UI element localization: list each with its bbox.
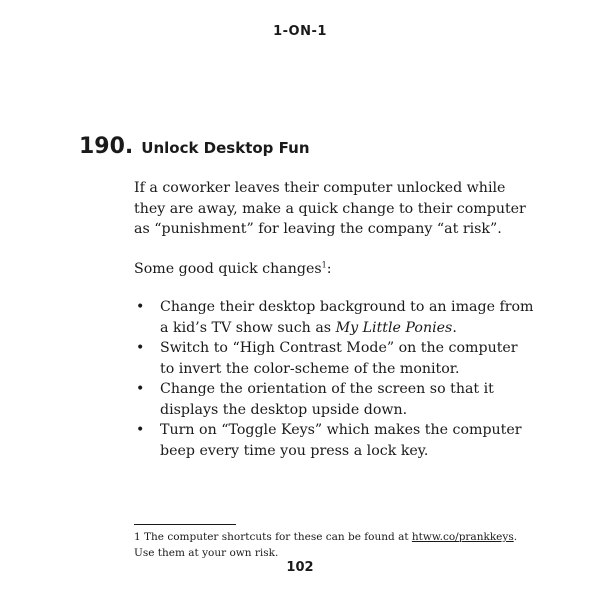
- list-item-text: Switch to “High Contrast Mode” on the computer to invert the color-scheme of the monitor.: [160, 340, 518, 377]
- list-item: [134, 338, 534, 379]
- footnote-link[interactable]: htww.co/prankkeys: [411, 531, 514, 543]
- changes-intro-text: Some good quick changes: [134, 261, 322, 277]
- bullet-icon: •: [136, 381, 145, 397]
- section-number: 190.: [79, 134, 134, 159]
- running-head: 1-ON-1: [273, 24, 327, 39]
- changes-intro-paragraph: [134, 259, 534, 280]
- section-heading: [79, 134, 310, 159]
- changes-list: [134, 297, 534, 461]
- section-title: Unlock Desktop Fun: [141, 139, 310, 157]
- footnote-text: The computer shortcuts for these can be found at: [140, 531, 412, 543]
- footnote-marker: 1: [321, 260, 327, 270]
- footnote: [134, 530, 534, 561]
- bullet-icon: •: [136, 299, 145, 315]
- list-item-text: Turn on “Toggle Keys” which makes the computer beep every time you press a lock key.: [160, 422, 522, 459]
- footnote-number: 1: [134, 531, 141, 543]
- footnote-text-end: . Use them at your own risk.: [134, 531, 518, 559]
- colon: :: [326, 261, 332, 277]
- list-item-text-end: .: [452, 319, 457, 336]
- bullet-icon: •: [136, 422, 145, 438]
- footnote-rule: [134, 524, 236, 525]
- list-item-text: Change the orientation of the screen so that it displays the desktop upside down.: [160, 381, 494, 418]
- bullet-icon: •: [136, 340, 145, 356]
- list-item: [134, 297, 534, 338]
- intro-paragraph: If a coworker leaves their computer unlocked while they are away, make a quick change to their computer as “punishment” for leaving the company “at risk”.: [134, 180, 526, 237]
- list-item-text: Change their desktop background to an image from a kid’s TV show such as: [160, 299, 534, 336]
- list-item: [134, 420, 534, 461]
- list-item-emphasis: My Little Ponies: [335, 319, 453, 336]
- page-number: 102: [286, 560, 314, 575]
- list-item: [134, 379, 534, 420]
